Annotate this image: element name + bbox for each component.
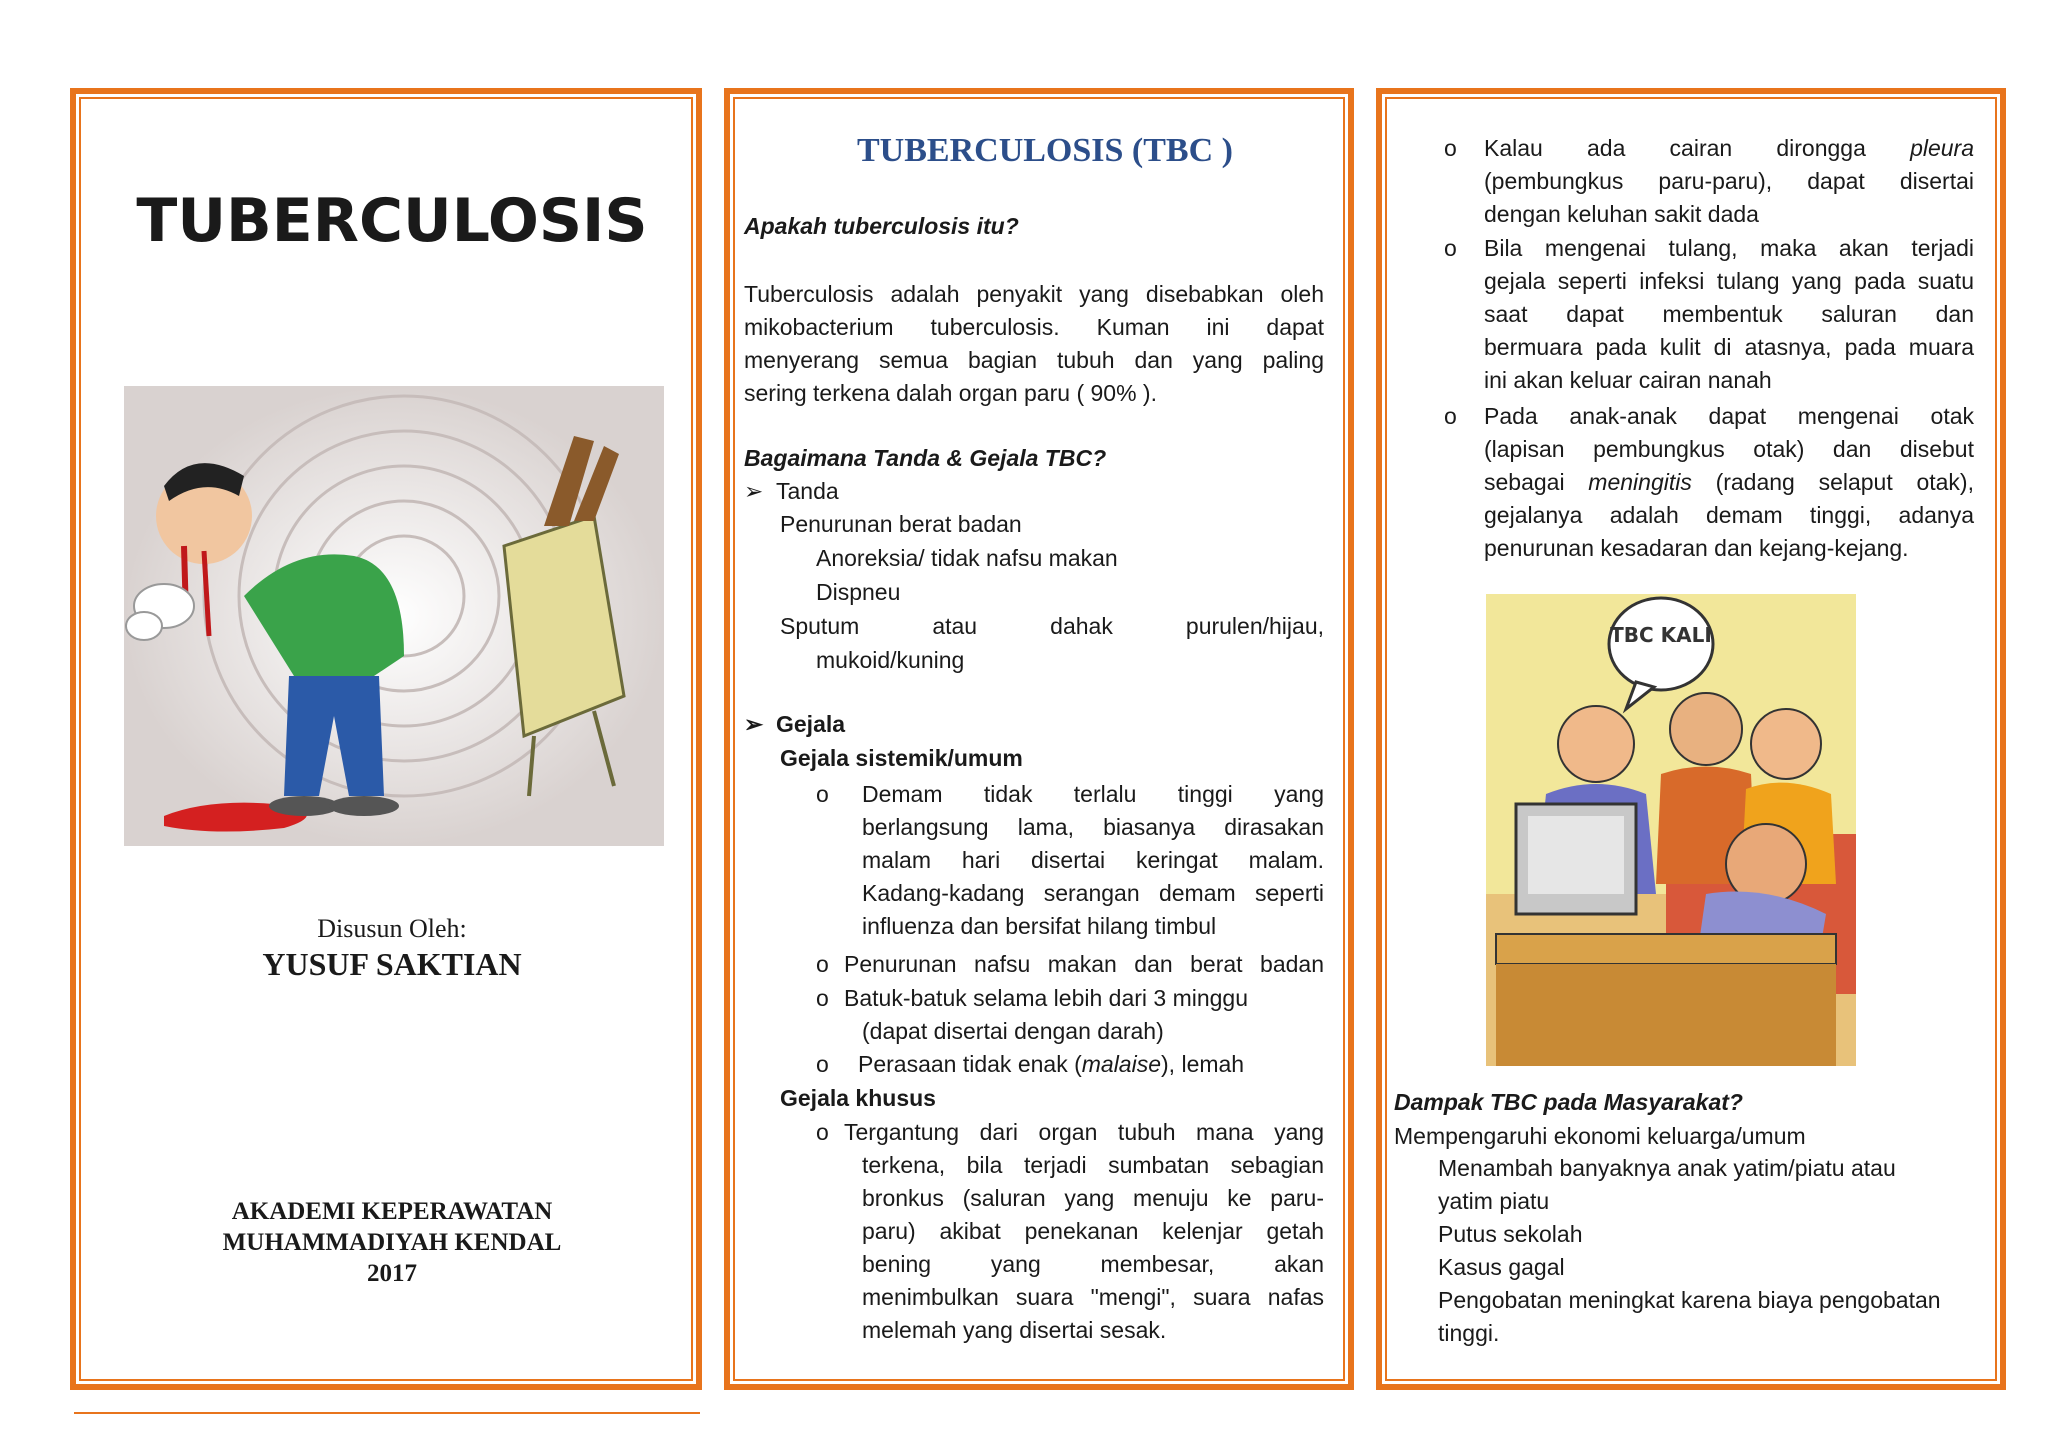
sistemik-label: Gejala sistemik/umum bbox=[780, 745, 1023, 771]
tanda-item: mukoid/kuning bbox=[816, 647, 965, 673]
author-name: YUSUF SAKTIAN bbox=[262, 946, 522, 982]
item-line: gejala seperti infeksi tulang yang pada suatu bbox=[1484, 268, 1974, 294]
item-line: berlangsung lama, biasanya dirasakan bbox=[862, 814, 1324, 840]
item-line: Kadang-kadang serangan demam seperti bbox=[862, 880, 1324, 906]
definition-line: sering terkena dalah organ paru ( 90% ). bbox=[744, 380, 1157, 406]
definition-line: menyerang semua bagian tubuh dan yang paling bbox=[744, 347, 1324, 373]
item-line: bronkus (saluran yang menuju ke paru- bbox=[862, 1185, 1324, 1211]
tanda-item: Anoreksia/ tidak nafsu makan bbox=[816, 545, 1118, 571]
item-line: paru) akibat penekanan kelenjar getah bbox=[862, 1218, 1324, 1244]
institution-year: 2017 bbox=[367, 1260, 417, 1287]
meningitis-term: meningitis bbox=[1588, 469, 1692, 495]
item-line: melemah yang disertai sesak. bbox=[862, 1317, 1167, 1343]
question-signs-symptoms: Bagaimana Tanda & Gejala TBC? bbox=[744, 445, 1107, 471]
item-pleura bbox=[1484, 132, 1974, 231]
middle-panel bbox=[724, 88, 1354, 1390]
circle-bullet-icon: o bbox=[816, 781, 829, 807]
malaise-term: malaise bbox=[1081, 1051, 1162, 1077]
definition-paragraph bbox=[744, 278, 1324, 410]
circle-bullet-icon: o bbox=[816, 1051, 829, 1077]
item-line bbox=[1484, 466, 1974, 499]
arrow-bullet-icon: ➢ bbox=[744, 478, 764, 504]
item-line: (lapisan pembungkus otak) dan disebut bbox=[1484, 436, 1974, 462]
circle-bullet-icon: o bbox=[1444, 403, 1457, 429]
institution bbox=[76, 1196, 708, 1289]
author-label: Disusun Oleh: bbox=[317, 914, 467, 943]
impact-item: Pengobatan meningkat karena biaya pengobatan bbox=[1438, 1287, 1941, 1313]
item-line: dengan keluhan sakit dada bbox=[1484, 201, 1759, 227]
cover-panel bbox=[70, 88, 702, 1390]
item-line: ini akan keluar cairan nanah bbox=[1484, 367, 1772, 393]
impact-item: tinggi. bbox=[1438, 1320, 1500, 1346]
institution-line-2: MUHAMMADIYAH KENDAL bbox=[222, 1229, 562, 1256]
impact-item: Kasus gagal bbox=[1438, 1254, 1565, 1280]
sistemik-item-appetite: Penurunan nafsu makan dan berat badan bbox=[844, 951, 1324, 977]
impact-item: Putus sekolah bbox=[1438, 1221, 1583, 1247]
item-line: Pada anak-anak dapat mengenai otak bbox=[1484, 403, 1974, 429]
item-line bbox=[1484, 132, 1974, 165]
item-line: Demam tidak terlalu tinggi yang bbox=[862, 781, 1324, 807]
khusus-item-cont bbox=[862, 1149, 1324, 1347]
cover-underline bbox=[74, 1412, 700, 1414]
circle-bullet-icon: o bbox=[816, 1119, 829, 1145]
item-line: terkena, bila terjadi sumbatan sebagian bbox=[862, 1152, 1324, 1178]
question-impact: Dampak TBC pada Masyarakat? bbox=[1394, 1089, 1743, 1115]
speech-bubble-text: TBC KALI bbox=[1610, 623, 1712, 647]
definition-line: mikobacterium tuberculosis. Kuman ini dapat bbox=[744, 314, 1324, 340]
sistemik-item-cough-cont: (dapat disertai dengan darah) bbox=[862, 1018, 1164, 1044]
definition-line: Tuberculosis adalah penyakit yang disebabkan oleh bbox=[744, 281, 1324, 307]
malaise-text: ), lemah bbox=[1161, 1051, 1245, 1077]
circle-bullet-icon: o bbox=[1444, 235, 1457, 261]
coughing-man-illustration bbox=[124, 376, 664, 856]
tanda-item: Dispneu bbox=[816, 579, 901, 605]
tanda-item: Penurunan berat badan bbox=[780, 511, 1022, 537]
tanda-item: Sputum atau dahak purulen/hijau, bbox=[780, 613, 1324, 639]
malaise-text: Perasaan tidak enak ( bbox=[858, 1051, 1082, 1077]
office-workers-cartoon bbox=[1486, 594, 1856, 1066]
item-tulang bbox=[1484, 232, 1974, 397]
item-line: penurunan kesadaran dan kejang-kejang. bbox=[1484, 535, 1909, 561]
pleura-term: pleura bbox=[1910, 135, 1974, 161]
impact-intro: Mempengaruhi ekonomi keluarga/umum bbox=[1394, 1123, 1806, 1149]
item-line: Bila mengenai tulang, maka akan terjadi bbox=[1484, 235, 1974, 261]
impact-item: Menambah banyaknya anak yatim/piatu atau bbox=[1438, 1155, 1896, 1181]
circle-bullet-icon: o bbox=[816, 951, 829, 977]
section-heading: TUBERCULOSIS (TBC ) bbox=[857, 132, 1233, 169]
item-line: Tergantung dari organ tubuh mana yang bbox=[844, 1119, 1324, 1145]
anak-text: (radang selaput otak), bbox=[1691, 469, 1974, 495]
khusus-label: Gejala khusus bbox=[780, 1085, 936, 1111]
item-line: (pembungkus paru-paru), dapat disertai bbox=[1484, 168, 1974, 194]
item-line: saat dapat membentuk saluran dan bbox=[1484, 301, 1974, 327]
item-line: menimbulkan suara "mengi", suara nafas bbox=[862, 1284, 1324, 1310]
item-line: influenza dan bersifat hilang timbul bbox=[862, 913, 1217, 939]
pleura-text: Kalau ada cairan dirongga bbox=[1484, 135, 1911, 161]
right-panel bbox=[1376, 88, 2006, 1390]
arrow-bullet-icon: ➢ bbox=[744, 711, 764, 737]
cover-title: TUBERCULOSIS bbox=[136, 186, 648, 256]
circle-bullet-icon: o bbox=[1444, 135, 1457, 161]
sistemik-item-cough: Batuk-batuk selama lebih dari 3 minggu bbox=[844, 985, 1249, 1011]
impact-list bbox=[1438, 1152, 1941, 1350]
gejala-label: Gejala bbox=[776, 711, 846, 737]
sistemik-item-malaise bbox=[858, 1048, 1244, 1081]
anak-text: sebagai bbox=[1484, 469, 1589, 495]
item-line: malam hari disertai keringat malam. bbox=[862, 847, 1324, 873]
sistemik-item-fever bbox=[862, 778, 1324, 943]
tanda-label: Tanda bbox=[776, 478, 839, 504]
item-line: bermuara pada kulit di atasnya, pada muara bbox=[1484, 334, 1974, 360]
question-what-is-tb: Apakah tuberculosis itu? bbox=[744, 213, 1019, 239]
item-anak bbox=[1484, 400, 1974, 565]
item-line: bening yang membesar, akan bbox=[862, 1251, 1324, 1277]
circle-bullet-icon: o bbox=[816, 985, 829, 1011]
impact-item: yatim piatu bbox=[1438, 1188, 1550, 1214]
item-line: gejalanya adalah demam tinggi, adanya bbox=[1484, 502, 1974, 528]
khusus-item bbox=[844, 1116, 1324, 1149]
institution-line-1: AKADEMI KEPERAWATAN bbox=[231, 1198, 553, 1225]
